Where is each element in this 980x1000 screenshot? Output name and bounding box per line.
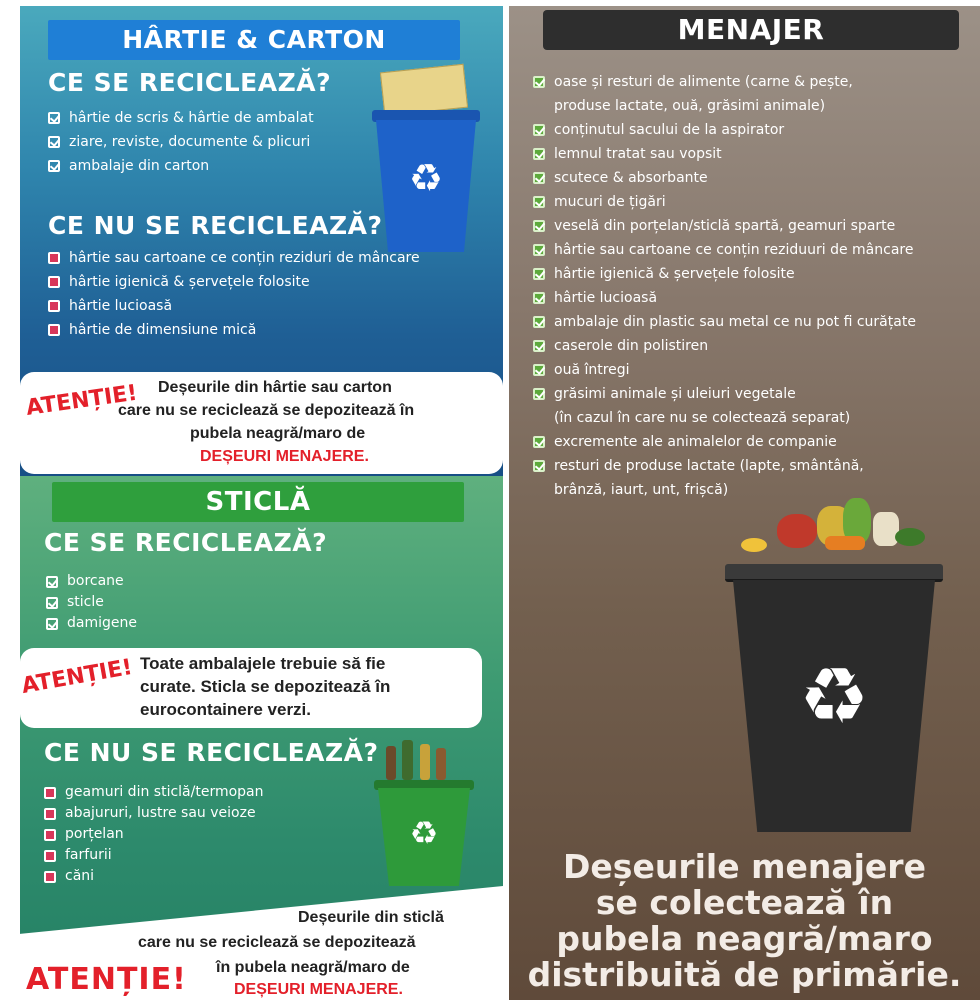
list-item: conținutul sacului de la aspirator: [533, 118, 916, 142]
cross-box-icon: [44, 808, 56, 820]
green-recycling-bin-icon: [372, 738, 482, 888]
list-item: grăsimi animale și uleiuri vegetale: [533, 382, 916, 406]
highlight-text: DEȘEURI MENAJERE.: [234, 981, 403, 998]
list-item: mucuri de țigări: [533, 190, 916, 214]
list-item: hârtie igienică & șervețele folosite: [48, 270, 420, 294]
list-item: hârtie lucioasă: [48, 294, 420, 318]
pepper-icon: [777, 514, 817, 548]
list-item: ambalaje din carton: [48, 154, 314, 178]
list-item: hârtie de scris & hârtie de ambalat: [48, 106, 314, 130]
paper-recyclable-heading: CE SE RECICLEAZĂ?: [48, 68, 332, 97]
list-item: farfurii: [44, 845, 264, 866]
check-icon: [533, 268, 545, 280]
list-item: sticle: [46, 592, 137, 613]
cross-box-icon: [48, 300, 60, 312]
recycle-icon: ♻: [799, 652, 869, 742]
general-waste-list: [533, 70, 916, 502]
list-item: abajururi, lustre sau veioze: [44, 803, 264, 824]
check-icon: [533, 220, 545, 232]
paper-non-recyclable-heading: CE NU SE RECICLEAZĂ?: [48, 211, 383, 240]
list-item: resturi de produse lactate (lapte, smântână,: [533, 454, 916, 478]
cross-box-icon: [44, 829, 56, 841]
egg-shell-icon: [873, 512, 899, 546]
glass-non-recyclable-heading: CE NU SE RECICLEAZĂ?: [44, 738, 379, 767]
bottle-icon: [420, 744, 430, 780]
leaves-icon: [895, 528, 925, 546]
general-collection-note: Deșeurile menajere se colectează în pubela neagră/maro distribuită de primărie.: [527, 847, 962, 994]
attention-label: ATENȚIE!: [26, 962, 187, 997]
paper-recyclable-list: [48, 106, 314, 178]
highlight-text: DEȘEURI MENAJERE.: [200, 448, 369, 465]
cross-box-icon: [44, 871, 56, 883]
list-item: hârtie sau cartoane ce conțin reziduri de mâncare: [48, 246, 420, 270]
cross-box-icon: [44, 850, 56, 862]
list-item: hârtie lucioasă: [533, 286, 916, 310]
recycle-icon: ♻: [408, 156, 444, 200]
list-item: caserole din polistiren: [533, 334, 916, 358]
check-icon: [48, 160, 60, 172]
attention-label: ATENȚIE!: [20, 654, 135, 699]
carrot-icon: [825, 536, 865, 550]
check-icon: [533, 436, 545, 448]
check-icon: [533, 388, 545, 400]
recycle-icon: ♻: [409, 814, 439, 852]
list-item: oase și resturi de alimente (carne & pește,: [533, 70, 916, 94]
check-icon: [533, 340, 545, 352]
check-icon: [48, 136, 60, 148]
list-item: hârtie de dimensiune mică: [48, 318, 420, 342]
list-item: ouă întregi: [533, 358, 916, 382]
paper-attention-notice: ATENȚIE! Deșeurile din hârtie sau carton care nu se reciclează se depozitează în pubela neagră/maro de DEȘEURI MENAJERE.: [20, 372, 503, 474]
check-icon: [46, 576, 58, 588]
glass-attention-notice: ATENȚIE! Toate ambalajele trebuie să fie curate. Sticla se depozitează în eurocontainere verzi.: [20, 648, 482, 728]
check-icon: [533, 244, 545, 256]
food-scraps-icon: [741, 538, 767, 552]
list-item: brânză, iaurt, unt, frișcă): [554, 482, 729, 498]
cross-box-icon: [44, 787, 56, 799]
list-item: geamuri din sticlă/termopan: [44, 782, 264, 803]
check-icon: [533, 196, 545, 208]
check-icon: [533, 172, 545, 184]
list-item: hârtie sau cartoane ce conțin reziduuri de mâncare: [533, 238, 916, 262]
list-item: damigene: [46, 613, 137, 634]
check-icon: [46, 618, 58, 630]
check-icon: [533, 124, 545, 136]
list-item: scutece & absorbante: [533, 166, 916, 190]
check-icon: [533, 148, 545, 160]
paper-stack-icon: [380, 64, 468, 117]
list-item: ziare, reviste, documente & plicuri: [48, 130, 314, 154]
list-item: borcane: [46, 571, 137, 592]
check-icon: [533, 460, 545, 472]
list-item: veselă din porțelan/sticlă spartă, geamuri sparte: [533, 214, 916, 238]
check-icon: [48, 112, 60, 124]
check-icon: [533, 316, 545, 328]
black-waste-bin-icon: [725, 492, 945, 834]
glass-non-recyclable-list: [44, 782, 264, 887]
blue-recycling-bin-icon: [372, 66, 482, 256]
paper-title-banner: HÂRTIE & CARTON: [48, 20, 460, 60]
attention-label: ATENȚIE!: [24, 380, 139, 421]
bottle-icon: [402, 740, 413, 780]
check-icon: [533, 292, 545, 304]
paper-non-recyclable-list: [48, 246, 420, 342]
general-waste-section: [509, 6, 980, 1000]
list-item: hârtie igienică & șervețele folosite: [533, 262, 916, 286]
list-item: ambalaje din plastic sau metal ce nu pot fi curățate: [533, 310, 916, 334]
glass-recyclable-list: [46, 571, 137, 634]
general-title-banner: MENAJER: [543, 10, 959, 50]
cross-box-icon: [48, 252, 60, 264]
glass-title-banner: STICLĂ: [52, 482, 464, 522]
list-item: porțelan: [44, 824, 264, 845]
check-icon: [533, 76, 545, 88]
list-item: produse lactate, ouă, grăsimi animale): [554, 98, 826, 114]
list-item: excremente ale animalelor de companie: [533, 430, 916, 454]
list-item: căni: [44, 866, 264, 887]
bottle-icon: [436, 748, 446, 780]
list-item: lemnul tratat sau vopsit: [533, 142, 916, 166]
cross-box-icon: [48, 324, 60, 336]
bottle-icon: [386, 746, 396, 780]
cross-box-icon: [48, 276, 60, 288]
glass-section: STICLĂ CE SE RECICLEAZĂ? borcane sticle damigene ATENȚIE! Toate ambalajele trebuie să fie curate. Sticla se depozitează în eurocontainere verzi. CE NU SE RECICLEAZĂ? geamuri din sticlă/termopan abajururi, lustre sau veioze porțelan farfurii căni ♻ Deșeurile din sticlă care nu se reciclează se depozitează în pubela neagră/maro de DEȘEURI MENAJERE. ATENȚIE!: [20, 476, 503, 1000]
paper-cardboard-section: [20, 6, 503, 476]
check-icon: [533, 364, 545, 376]
check-icon: [46, 597, 58, 609]
glass-recyclable-heading: CE SE RECICLEAZĂ?: [44, 528, 328, 557]
list-item: (în cazul în care nu se colectează separat): [554, 410, 851, 426]
